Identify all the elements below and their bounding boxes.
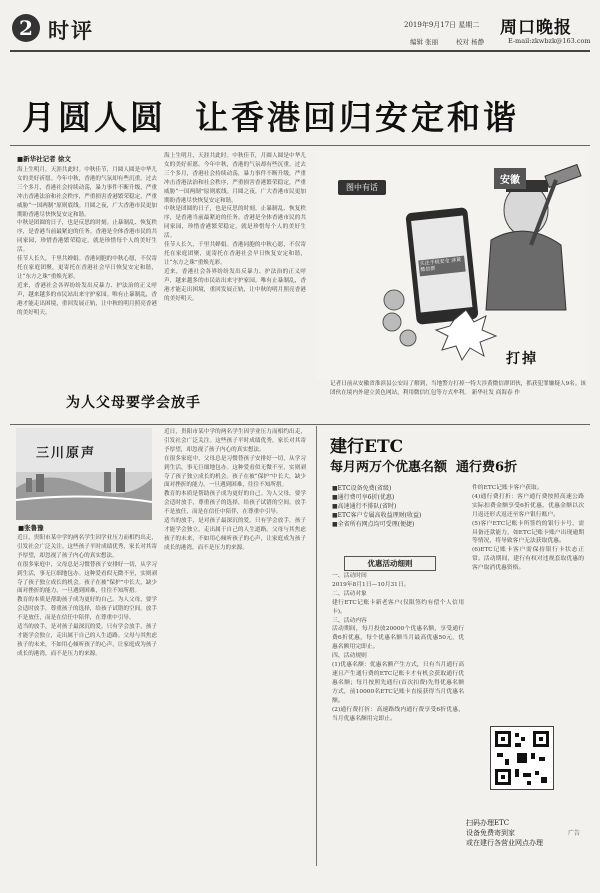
ad-feature-item: ■高速通行不排队(省时): [332, 503, 397, 510]
article1-col1: 海上生明月，天涯共此时。中秋佳节，月圆人圆是中华儿女的美好祈愿。今年中秋，香港的气氛却有些沉重。过去三个多月，香港社会持续动荡，暴力事件不断升级，严重冲击香港法治和社会秩序，严重损害香港繁荣稳定，严重威胁“一国两制”原则底线。月圆之夜，广大香港市民更加期盼香港尽快恢复安定和谐。 中秋是团圆的日子，也是反思的时刻。止暴制乱、恢复秩序，是香港当前最紧迫的任务。香港是全体香港市民的共同家园，珍惜香港繁荣稳定，就是珍惜每个人的美好生活。 佳节人长久，千里共婵娟。香港同胞的中秋心愿，不仅寄托在家庭团聚，更寄托在香港社会早日恢复安定和谐，让“东方之珠”重焕光彩。 近来，香港社会各界纷纷发出反暴力、护法治的正义呼声，越来越多的市民站出来守护家园。唯有止暴制乱，香港才能走出困境，重回发展正轨，让中秋的明月照亮香港的美好明天。: [17, 167, 157, 316]
paper-name: 周口晚报: [500, 18, 572, 38]
qr-code[interactable]: [490, 726, 554, 790]
cartoon-sign: [494, 168, 526, 189]
page-header: [0, 0, 600, 72]
article2-col1: 近日，贵阳市某中学的两名学生因学业压力而相约出走，引发社会广泛关注。这些孩子平时成绩优秀，家长对其寄予厚望，却忽视了孩子内心的真实想法。 在很多家庭中，父母总是习惯替孩子安排好一切，从学习到生活，事无巨细地包办。这种爱看似无微不至，实则剥夺了孩子独立成长的机会。孩子在被“保护”中长大，缺少面对挫折的能力，一旦遇到困难，往往不知所措。 教育的本质是帮助孩子成为更好的自己。为人父母，要学会适时放手，尊重孩子的选择，给孩子试错的空间。放手不是放任，而是在信任中陪伴，在尊重中引导。 适当的放手，是对孩子最深沉的爱。只有学会放手，孩子才能学会独立，走出属于自己的人生道路。父母与其焦虑孩子的未来，不如用心倾听孩子的心声，让家庭成为孩子成长的港湾，而不是压力的来源。: [17, 535, 157, 657]
cartoon-sign-text: 安徽: [500, 175, 520, 186]
ad-feature-item: ■通行费可享6折(优惠): [332, 494, 395, 501]
article2-col2: 近日，贵阳市某中学的两名学生因学业压力而相约出走，引发社会广泛关注。这些孩子平时成绩优秀，家长对其寄予厚望，却忽视了孩子内心的真实想法。 在很多家庭中，父母总是习惯替孩子安排好一切，从学习到生活，事无巨细地包办。这种爱看似无微不至，实则剥夺了孩子独立成长的机会。孩子在被“保护”中长大，缺少面对挫折的能力，一旦遇到困难，往往不知所措。 教育的本质是帮助孩子成为更好的自己。为人父母，要学会适时放手，尊重孩子的选择，给孩子试错的空间。放手不是放任，而是在信任中陪伴，在尊重中引导。 适当的放手，是对孩子最深沉的爱。只有学会放手，孩子才能学会独立，走出属于自己的人生道路。父母与其焦虑孩子的未来，不如用心倾听孩子的心声，让家庭成为孩子成长的港湾，而不是压力的来源。: [164, 429, 306, 551]
qr-caption: 扫码办理ETC 设备免费寄到家 或在建行各营业网点办理: [466, 819, 543, 847]
rules-col1: 一、活动时间 2019年8月1日—10月31日。 二、活动对象 建行ETC记账卡新老客户(仅限签约有偿个人信用卡)。 三、活动内容 活动期间，每月投放20000个优惠名额，享受通行费6折优惠，每个优惠名额当月最高优惠50元，优惠名额用完即止。 四、活动规则 (1)优惠名额：优惠名额产生方式，只有当月通行高速且产生通行费的ETC记账卡才有机会获取通行优惠名额；每月按照先通行(首次扣费)先得优惠名额方式，前10000名ETC记账卡直接获得当月优惠名额。 (2)通行费打折：高速路线内通行费享受6折优惠，当月优惠名额用完即止。: [332, 573, 464, 722]
editor-credit: 编辑 张丽: [410, 38, 439, 46]
ad-title: 建行ETC: [330, 437, 404, 457]
rules-title: [344, 556, 436, 571]
cartoon-tag: [338, 180, 386, 195]
qr-code-icon: [491, 727, 553, 789]
proof-credit: 校对 杨静: [456, 38, 485, 46]
rules-col2: 件的ETC记账卡客户获取。 (4)通行费打折：客户通行费按照高速公路实际扣费金额享受6折优惠，优惠金额以次月返还形式返还至客户银行账户。 (5)客户ETC记账卡所签约的银行卡号，需具备还款能力，如ETC记账卡账户出现逾期等情况，将导致客户无法获取优惠。 (6)ETC记账卡客户需保持银行卡状态正常。活动期间，建行有权对违规套取优惠的客户取消优惠资格。: [472, 485, 584, 572]
header-rule: [10, 50, 590, 52]
ad-feature-list: [332, 484, 460, 529]
issue-date: 2019年9月17日 星期二: [404, 21, 480, 29]
ad-feature-item: ■ETC客户专属高收益理财(收益): [332, 512, 422, 519]
article2-title: 为人父母要学会放手: [66, 395, 201, 411]
ad-label: 广告: [568, 830, 581, 837]
cartoon-box: [316, 150, 588, 380]
column-banner: [16, 428, 152, 520]
main-headline: 月圆人圆 让香港回归安定和谐: [22, 98, 519, 137]
ad-feature-item: ■ETC设备免费(省级): [332, 485, 392, 492]
page-number: 2: [19, 16, 33, 40]
section-rule: [10, 424, 590, 425]
ad-subtitle: 每月两万个优惠名额 通行费6折: [330, 460, 518, 475]
cartoon-phone-text: 关注手机安全 涉黄微信群: [419, 256, 462, 274]
etc-ad: [316, 426, 590, 886]
cartoon-tag-text: 图中有话: [346, 183, 378, 192]
email: E-mail:zkwbzk@163.com: [508, 37, 591, 45]
article1-byline: ■新华社记者 徐文: [17, 155, 71, 163]
article2-byline: ■张鲁豫: [18, 524, 44, 532]
page-number-circle: [12, 14, 40, 42]
headline-rule: [10, 145, 590, 146]
section-title: 时评: [48, 18, 94, 43]
cartoon-caption: 打掉: [506, 351, 538, 367]
column-name: 三川原声: [36, 446, 97, 461]
ad-feature-item: ■全省所有网点均可受理(便捷): [332, 521, 415, 528]
cartoon-description: 记者日前从安徽省淮滨县公安局了解到，当地警方打掉一特大涉黄微信群团伙，抓获犯罪嫌疑人9名。该团伙在境内外建立黄色网站，利用微信红包等方式牟利。 新华社发 商海春 作: [330, 381, 586, 396]
ad-left-rule: [316, 426, 317, 866]
rules-title-text: 优惠活动细则: [367, 559, 413, 568]
article1-col2: 海上生明月，天涯共此时。中秋佳节，月圆人圆是中华儿女的美好祈愿。今年中秋，香港的气氛却有些沉重。过去三个多月，香港社会持续动荡，暴力事件不断升级，严重冲击香港法治和社会秩序，严重损害香港繁荣稳定，严重威胁“一国两制”原则底线。月圆之夜，广大香港市民更加期盼香港尽快恢复安定和谐。 中秋是团圆的日子，也是反思的时刻。止暴制乱、恢复秩序，是香港当前最紧迫的任务。香港是全体香港市民的共同家园，珍惜香港繁荣稳定，就是珍惜每个人的美好生活。 佳节人长久，千里共婵娟。香港同胞的中秋心愿，不仅寄托在家庭团聚，更寄托在香港社会早日恢复安定和谐，让“东方之珠”重焕光彩。 近来，香港社会各界纷纷发出反暴力、护法治的正义呼声，越来越多的市民站出来守护家园。唯有止暴制乱，香港才能走出困境，重回发展正轨，让中秋的明月照亮香港的美好明天。: [164, 153, 306, 302]
